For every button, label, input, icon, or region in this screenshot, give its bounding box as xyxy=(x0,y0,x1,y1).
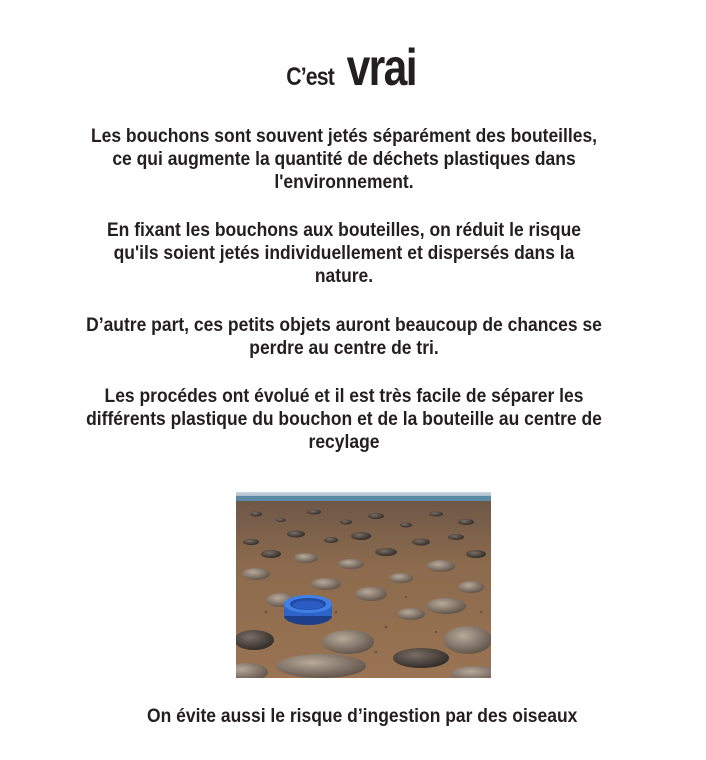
title-main: vrai xyxy=(346,39,416,97)
paragraph-3: D’autre part, ces petits objets auront beaucoup de chances se perdre au centre de tri. xyxy=(86,315,602,359)
beach-photo xyxy=(236,492,491,678)
photo-caption: On évite aussi le risque d’ingestion par des oiseaux xyxy=(147,706,578,727)
paragraph-1: Les bouchons sont souvent jetés séparément des bouteilles, ce qui augmente la quantité de déchets plastiques dans l'environnement. xyxy=(90,126,598,193)
page-title xyxy=(0,38,706,98)
paragraph-4: Les procédes ont évolué et il est très facile de séparer les différents plastique du bouchon et de la bouteille au centre de recylage xyxy=(86,386,602,453)
paragraph-2: En fixant les bouchons aux bouteilles, on réduit le risque qu'ils soient jetés individuellement et dispersés dans la nature. xyxy=(106,220,581,287)
bottle-cap-icon xyxy=(284,595,332,625)
title-prefix: C’est xyxy=(286,63,335,91)
